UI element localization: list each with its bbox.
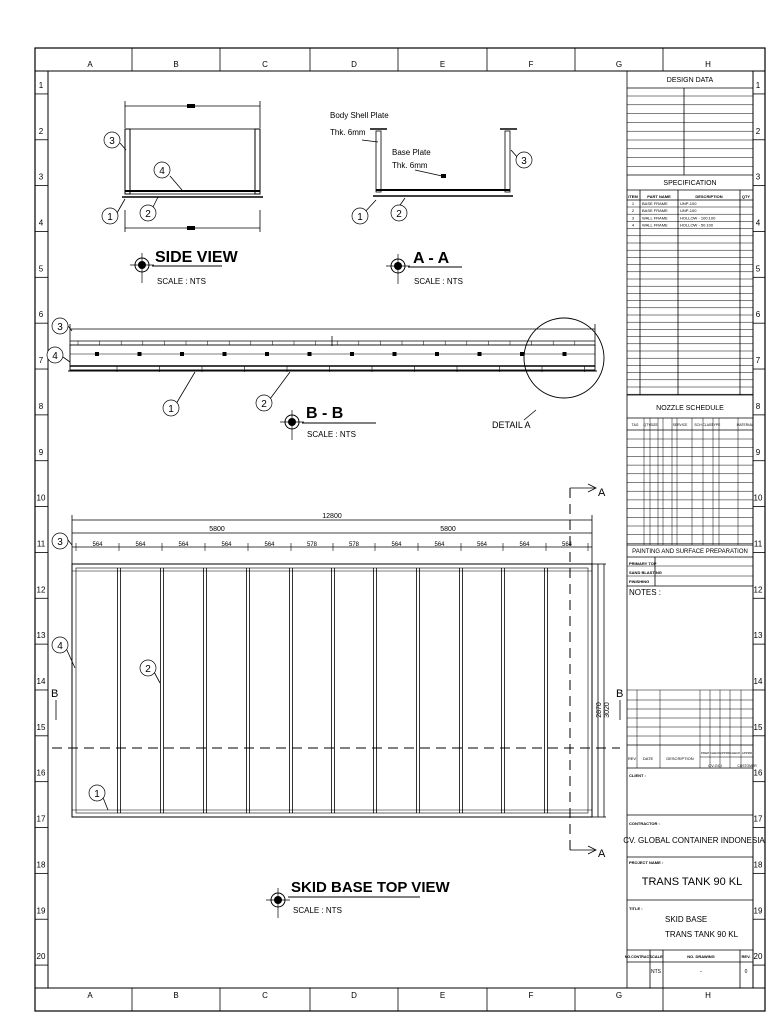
grid-row-label: 2 — [755, 126, 761, 136]
top-view-title: SKID BASE TOP VIEW — [291, 879, 450, 896]
top-view-bay-dimensions — [76, 542, 588, 551]
grid-column-label: C — [262, 60, 268, 69]
spec-item: 1 — [631, 201, 635, 206]
grid-column-labels-bottom — [87, 988, 711, 1011]
grid-column-labels-top — [87, 48, 711, 71]
revision-col-header: DATE — [642, 756, 654, 761]
bay-dimension: 564 — [519, 542, 530, 548]
revision-cv-label: CV.GCI — [708, 763, 722, 768]
bolt-mark — [95, 352, 99, 356]
spec-part: BASE FRAME — [642, 201, 668, 206]
painting-row: SAND BLASTING — [629, 570, 662, 575]
grid-column-label: F — [528, 60, 534, 69]
grid-row-label: 7 — [755, 356, 761, 366]
side-view-title: SIDE VIEW — [155, 249, 238, 266]
bolt-mark — [180, 352, 184, 356]
foot-col-contract: NO.CONTRACT — [624, 955, 652, 959]
grid-row-label: 4 — [755, 218, 761, 228]
bolt-mark — [350, 352, 354, 356]
grid-column-label: A — [87, 60, 93, 69]
grid-row-label: 2 — [38, 126, 44, 136]
spec-desc: HOLLOW - 100.100 — [680, 215, 716, 221]
bay-dimension: 564 — [391, 542, 402, 548]
spec-col-qty: QTY — [741, 194, 751, 199]
callout-label: 2 — [261, 399, 267, 410]
label-base-plate-thk: Thk. 6mm — [392, 161, 428, 170]
section-mark-a-bottom: A — [598, 848, 606, 860]
grid-column-label: H — [705, 60, 711, 69]
spec-item: 4 — [631, 222, 635, 228]
label-body-shell-thk: Thk. 6mm — [330, 128, 366, 137]
grid-column-label: C — [262, 991, 268, 1000]
nozzle-col-header: SIZE — [650, 423, 658, 427]
side-view-scale: SCALE : NTS — [157, 277, 206, 286]
revision-col-header: APPRD — [741, 751, 753, 755]
callout-label: 2 — [396, 209, 402, 220]
callout-label: 4 — [57, 641, 63, 652]
spec-part: WALL FRAME — [642, 222, 668, 228]
grid-row-labels-left — [35, 81, 48, 965]
grid-row-label: 12 — [36, 585, 46, 595]
grid-row-label: 20 — [36, 952, 46, 962]
title-block — [623, 71, 765, 988]
grid-row-labels-right — [753, 81, 765, 965]
grid-row-label: 6 — [755, 310, 761, 320]
grid-row-label: 11 — [753, 539, 763, 549]
design-data-header: DESIGN DATA — [666, 77, 714, 84]
foot-col-drawing: NO. DRAWING — [687, 954, 715, 959]
bolt-mark — [393, 352, 397, 356]
bolt-mark — [478, 352, 482, 356]
nozzle-col-header: CLASS — [702, 423, 714, 427]
spec-desc: HOLLOW - 50.100 — [680, 222, 714, 228]
bay-dimension: 564 — [135, 542, 146, 548]
painting-row: PRIMARY TOP — [629, 561, 657, 566]
section-b-b-bolt-marks — [78, 341, 585, 372]
revision-col-header: APPRD — [719, 751, 731, 755]
foot-scale-value: NTS — [651, 969, 661, 975]
grid-column-label: D — [351, 60, 357, 69]
grid-row-label: 13 — [36, 631, 46, 641]
grid-row-label: 1 — [755, 80, 761, 90]
grid-row-label: 3 — [755, 172, 761, 182]
grid-row-label: 11 — [36, 539, 46, 549]
notes-label: NOTES : — [629, 588, 662, 597]
grid-row-label: 17 — [753, 814, 763, 824]
half-dimension-right: 5800 — [440, 526, 456, 533]
grid-row-label: 5 — [38, 264, 44, 274]
foot-col-rev: REV. — [741, 954, 751, 959]
grid-row-label: 14 — [36, 677, 46, 687]
top-view-cross-members — [118, 568, 548, 813]
revision-col-header: DESCRIPTION — [666, 756, 694, 761]
revision-col-header: CHECK — [709, 751, 721, 755]
section-mark-a-top: A — [598, 487, 606, 499]
section-a-a — [330, 111, 532, 286]
section-mark-b-right: B — [616, 688, 624, 700]
nozzle-col-header: TYPE — [711, 423, 721, 427]
grid-row-label: 9 — [755, 447, 761, 457]
painting-header: PAINTING AND SURFACE PREPARATION — [632, 549, 748, 555]
revision-col-header: PREP — [700, 751, 710, 755]
revision-table — [627, 690, 757, 768]
callout-label: 2 — [145, 664, 151, 675]
section-a-a-scale: SCALE : NTS — [414, 277, 463, 286]
grid-row-label: 5 — [755, 264, 761, 274]
bay-dimension: 578 — [348, 542, 360, 548]
half-dimension-left: 5800 — [209, 526, 225, 533]
spec-item: 2 — [631, 208, 635, 214]
side-view-callouts — [102, 132, 170, 224]
bay-dimension: 564 — [434, 542, 445, 548]
bolt-mark — [563, 352, 567, 356]
bay-dimension: 564 — [264, 542, 275, 548]
drawing-title-line1: SKID BASE — [665, 915, 708, 924]
grid-row-label: 16 — [753, 768, 763, 778]
grid-row-label: 1 — [38, 80, 44, 90]
bay-dimension: 564 — [476, 542, 488, 548]
callout-label: 3 — [109, 136, 115, 147]
spec-desc: UNP-100 — [680, 201, 697, 206]
detail-a-label: DETAIL A — [492, 420, 531, 430]
foot-col-scale: SCALE — [649, 954, 663, 959]
grid-column-label: D — [351, 991, 357, 1000]
label-body-shell-plate: Body Shell Plate — [330, 111, 389, 120]
foot-drawing-value: - — [700, 969, 702, 975]
callout-label: 2 — [145, 209, 151, 220]
grid-row-label: 12 — [753, 585, 763, 595]
bolt-mark — [265, 352, 269, 356]
callout-label: 1 — [94, 789, 100, 800]
grid-row-label: 13 — [753, 631, 763, 641]
label-base-plate: Base Plate — [392, 148, 431, 157]
nozzle-schedule-header: NOZZLE SCHEDULE — [656, 405, 724, 412]
project-label: PROJECT NAME : — [629, 860, 664, 865]
grid-row-label: 18 — [753, 860, 763, 870]
bolt-mark — [138, 352, 142, 356]
grid-row-label: 9 — [38, 447, 44, 457]
contractor-label: CONTRACTOR : — [629, 821, 660, 826]
bolt-mark — [520, 352, 524, 356]
grid-row-label: 6 — [38, 310, 44, 320]
grid-column-label: H — [705, 991, 711, 1000]
grid-row-label: 14 — [753, 677, 763, 687]
drawing-frame — [35, 48, 765, 1011]
overall-dimension: 12800 — [322, 513, 342, 520]
title-label: TITLE : — [629, 906, 643, 911]
bay-dimension: 578 — [306, 542, 318, 548]
bolt-mark — [435, 352, 439, 356]
nozzle-schedule-columns — [632, 423, 754, 427]
nozzle-col-header: TAG — [631, 423, 639, 427]
spec-col-desc: DESCRIPTION — [695, 194, 723, 199]
spec-desc: UNP-100 — [680, 208, 697, 214]
grid-column-label: E — [439, 60, 446, 69]
callout-label: 3 — [57, 537, 63, 548]
section-b-b — [47, 318, 604, 440]
nozzle-col-header: SERVICE — [672, 423, 688, 427]
contractor-name: CV. GLOBAL CONTAINER INDONESIA — [623, 836, 765, 845]
section-a-a-title: A - A — [413, 250, 450, 267]
bay-dimension: 564 — [561, 542, 573, 548]
client-label: CLIENT : — [629, 773, 646, 778]
grid-row-label: 10 — [753, 493, 763, 503]
grid-column-label: A — [87, 991, 93, 1000]
drawing-title-line2: TRANS TANK 90 KL — [665, 930, 739, 939]
nozzle-col-header: MATERIAL — [736, 423, 754, 427]
grid-row-label: 3 — [38, 172, 44, 182]
grid-row-label: 18 — [36, 860, 46, 870]
grid-row-label: 8 — [755, 401, 761, 411]
grid-column-label: G — [615, 991, 623, 1000]
specification-header: SPECIFICATION — [663, 180, 717, 187]
nozzle-col-header: SCH — [694, 423, 702, 427]
callout-label: 3 — [521, 156, 527, 167]
revision-customer-label: CUSTOMER — [737, 764, 757, 768]
foot-rev-value: 0 — [744, 969, 748, 975]
bolt-mark — [223, 352, 227, 356]
grid-column-label: B — [173, 60, 179, 69]
grid-row-label: 20 — [753, 952, 763, 962]
revision-col-header: REV — [627, 756, 637, 761]
spec-col-item: ITEM — [628, 194, 638, 199]
grid-column-label: F — [528, 991, 534, 1000]
callout-label: 4 — [159, 166, 165, 177]
grid-row-label: 10 — [36, 493, 46, 503]
title-block-ruled-lines — [627, 96, 753, 576]
callout-label: 4 — [52, 351, 58, 362]
side-view — [102, 101, 263, 286]
grid-column-label: E — [439, 991, 446, 1000]
revision-col-header: CHECK — [729, 751, 741, 755]
grid-row-label: 19 — [753, 906, 763, 916]
section-b-b-title: B - B — [306, 405, 344, 422]
grid-row-label: 7 — [38, 356, 44, 366]
callout-label: 1 — [107, 212, 113, 223]
grid-row-label: 19 — [36, 906, 46, 916]
project-name: TRANS TANK 90 KL — [641, 876, 743, 888]
top-view-scale: SCALE : NTS — [293, 906, 342, 915]
bay-dimension: 564 — [221, 542, 232, 548]
nozzle-col-header: QTY — [643, 423, 651, 427]
grid-row-label: 8 — [38, 401, 44, 411]
spec-part: BASE FRAME — [642, 208, 668, 214]
bay-dimension: 564 — [178, 542, 189, 548]
spec-col-part: PART NAME — [647, 194, 671, 199]
callout-label: 1 — [168, 404, 174, 415]
section-mark-b-left: B — [51, 688, 59, 700]
grid-row-label: 15 — [753, 722, 763, 732]
grid-row-label: 16 — [36, 768, 46, 778]
grid-row-label: 4 — [38, 218, 44, 228]
skid-base-top-view — [51, 484, 623, 918]
grid-column-label: B — [173, 991, 179, 1000]
spec-item: 3 — [631, 215, 635, 221]
painting-row: FINISHING — [629, 579, 650, 584]
callout-label: 1 — [357, 212, 363, 223]
section-b-b-scale: SCALE : NTS — [307, 430, 356, 439]
grid-row-label: 17 — [36, 814, 46, 824]
spec-part: WALL FRAME — [642, 215, 668, 221]
grid-column-label: G — [615, 60, 623, 69]
bay-dimension: 564 — [92, 542, 103, 548]
callout-label: 3 — [57, 322, 63, 333]
width-dimension-inner: 2870 — [596, 702, 603, 718]
bolt-mark — [308, 352, 312, 356]
width-dimension-outer: 3020 — [604, 702, 611, 718]
grid-row-label: 15 — [36, 722, 46, 732]
